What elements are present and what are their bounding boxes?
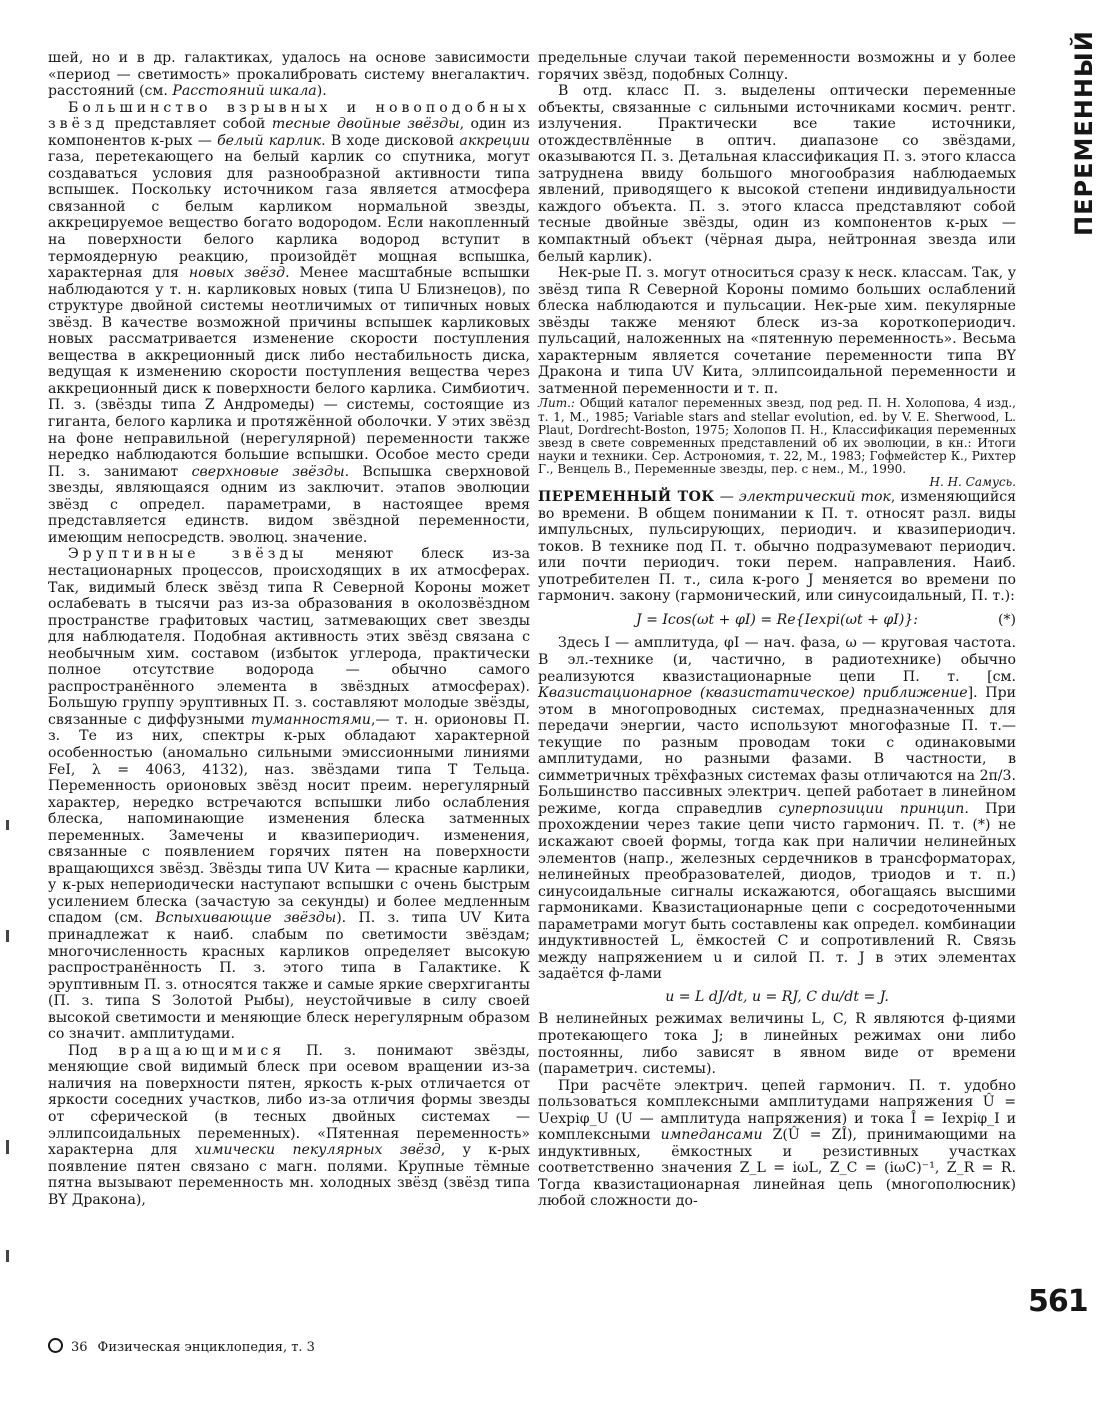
right-column xyxy=(538,50,1016,1210)
running-header xyxy=(1036,30,1098,240)
paragraph-complex-amplitudes: При расчёте электрич. цепей гармонич. П. т. удобно пользоваться комплексными амплитудами напряжения Û = Uexpiφ_U (U — амплитуда напряжения) и тока Î = Iexpiφ_I и комплексными импедансами Z(Û = ZÎ), принимающими на индуктивных, ёмкостных и резистивных участках соответственно значения Z_L = iωL, Z_C = (iωC)⁻¹, Z_R = R. Тогда квазистационарная линейная цепь (многополюсник) любой сложности до- xyxy=(538,1077,1016,1210)
paragraph-explosive-stars: Большинство взрывных и новоподобных звёзд представляет собой тесные двойные звёзды, один из компонентов к-рых — белый карлик. В ходе дисковой аккреции газа, перетекающего на белый карлик со спутника, могут создаваться условия для разнообразной активности типа вспышек. Поскольку источником газа является атмосфера связанной с белым карликом нормальной звезды, аккрецируемое вещество богато водородом. Если накопленный на поверхности белого карлика водород вступит в термоядерную реакцию, произойдёт мощная вспышка, характерная для новых звёзд. Менее масштабные вспышки наблюдаются у т. н. карликовых новых (типа U Близнецов), по структуре двойной системы неотличимых от типичных новых звёзд. В качестве возможной причины вспышек карликовых новых рассматривается изменение скорости поступления вещества в аккреционный диск либо нестабильность диска, ведущая к изменению скорости поступления вещества через аккреционный диск к поверхности белого карлика. Симбиотич. П. з. (звёзды типа Z Андромеды) — системы, состоящие из гиганта, белого карлика и протяжённой оболочки. У этих звёзд на фоне неправильной (нерегулярной) переменности также нередко наблюдаются большие вспышки. Особое место среди П. з. занимают сверхновые звёзды. Вспышка сверхновой звезды, являющаяся одним из заключит. этапов эволюции звёзд с определ. параметрами, в настоящее время представляется единств. видом звёздной переменности, имеющим непосредств. эволюц. значение. xyxy=(48,99,531,546)
paragraph-nonlinear: В нелинейных режимах величины L, C, R являются ф-циями протекающего тока J; в линейных режимах они либо постоянны, либо зависят в явном виде от времени (параметрич. системы). xyxy=(538,1011,1016,1078)
literature-label: Лит.: xyxy=(538,396,575,411)
entry-alternating-current: ПЕРЕМЕННЫЙ ТОК — электрический ток, изменяющийся во времени. В общем понимании к П. т. относят разл. виды импульсных, пульсирующих, периодич. и квазипериодич. токов. В технике под П. т. обычно подразумевают периодич. или почти периодич. токи перем. направления. Наиб. употребителен П. т., сила к-рого J меняется во времени по гармонич. закону (гармонический, или синусоидальный, П. т.): xyxy=(538,489,1016,605)
formula-circuit-elements: u = L dJ/dt, u = RJ, C du/dt = J. xyxy=(665,988,889,1005)
literature-list: Лит.: Общий каталог переменных звезд, под ред. П. Н. Холопова, 4 изд., т. 1, М., 1985; Variable stars and stellar evolution, ed. by V. E. Sherwood, L. Plaut, Dordrecht-Boston, 1975; Холопов П. Н., Классификация переменных звезд в свете современных представлений об их эволюции, в кн.: Итоги науки и техники. Сер. Астрономия, т. 22, М., 1983; Гофмейстер К., Рихтер Г., Венцель В., Переменные звезды, пер. с нем., М., 1990. xyxy=(538,396,1016,476)
paragraph-eruptive-stars: Эруптивные звёзды меняют блеск из-за нестационарных процессов, происходящих в их атмосферах. Так, видимый блеск звёзд типа R Северной Короны может ослабевать в тысячи раз из-за образования в околозвёздном пространстве графитовых частиц, затмевающих свет звезды для наблюдателя. Подобная активность этих звёзд связана с необычным хим. составом (избыток углерода, практически полное отсутствие водорода — обычно самого распространённого элемента в звёздных атмосферах). Большую группу эруптивных П. з. составляют молодые звёзды, связанные с диффузными туманностями,— т. н. орионовы П. з. Те из них, спектры к-рых обладают характерной особенностью (аномально сильными эмиссионными линиями FeI, λ = 4063, 4132), наз. звёздами типа T Тельца. Переменность орионовых звёзд носит преим. нерегулярный характер, нередко встречаются вспышки либо ослабления блеска, напоминающие изменения блеска затменных переменных. Замечены и квазипериодич. изменения, связанные с появлением горячих пятен на поверхности вращающихся звёзд. Звёзды типа UV Кита — красные карлики, у к-рых непериодически наступают вспышки с очень быстрым усилением блеска (зачастую за секунды) и более медленным спадом (см. Вспыхивающие звёзды). П. з. типа UV Кита принадлежат к наиб. слабым по светимости звёздам; многочисленность красных карликов определяет высокую распространённость П. з. этого типа в Галактике. К эруптивным П. з. относятся также и самые яркие сверхгиганты (П. з. типа S Золотой Рыбы), неустойчивые в силу своей высокой светимости и меняющие блеск нерегулярным образом со значит. амплитудами. xyxy=(48,546,531,1043)
paragraph-xray-sources: В отд. класс П. з. выделены оптически переменные объекты, связанные с сильными источниками космич. рентг. излучения. Практически все такие источники, отождествлённые в оптич. диапазоне со звёздами, оказываются П. з. Детальная классификация П. з. этого класса затруднена ввиду большого многообразия наблюдаемых явлений, приводящего к высокой степени индивидуальности каждого объекта. П. з. этого класса представляют собой тесные двойные звёзды, один из компонентов к-рых — компактный объект (чёрная дыра, нейтронная звезда или белый карлик). xyxy=(538,83,1016,265)
entry-title: ПЕРЕМЕННЫЙ ТОК xyxy=(538,489,715,506)
margin-mark xyxy=(6,930,9,942)
formula-harmonic xyxy=(538,612,1016,629)
circle-icon xyxy=(48,1338,63,1353)
footer-number: 36 xyxy=(71,1340,88,1355)
paragraph-multiclass: Нек-рые П. з. могут относиться сразу к неск. классам. Так, у звёзд типа R Северной Короны помимо больших ослаблений блеска наблюдаются и пульсации. Нек-рые хим. пекулярные звёзды также меняют блеск из-за короткопериодич. пульсаций, наложенных на «пятенную переменность». Весьма характерным является сочетание переменности типа BY Дракона и типа UV Кита, эллипсоидальной переменности и затменной переменности и т. п. xyxy=(538,265,1016,397)
formula-harmonic-text: J = Icos(ωt + φI) = Re{Iexpi(ωt + φI)}: xyxy=(635,611,919,628)
running-header-text: ПЕРЕМЕННЫЙ xyxy=(1070,30,1098,236)
author-signature: Н. Н. Самусь. xyxy=(929,475,1016,490)
paragraph-amplitude: Здесь I — амплитуда, φI — нач. фаза, ω — круговая частота. В эл.-технике (и, частично, в радиотехнике) обычно реализуются квазистационарные цепи П. т. [см. Квазистационарное (квазистатическое) приближение]. При этом в многопроводных системах, предназначенных для передачи энергии, часто используют многофазные П. т.— текущие по разным проводам токи с одинаковыми амплитудами, но разными фазами. В частности, в симметричных трёхфазных системах фазы отличаются на 2π/3. Большинство пассивных электрич. цепей работает в линейном режиме, когда справедлив суперпозиции принцип. При прохождении через такие цепи чисто гармонич. П. т. (*) не искажают своей формы, тогда как при наличии нелинейных элементов (напр., железных сердечников в трансформаторах, нелинейных преобразователей, диодов, триодов и т. п.) синусоидальные сигналы искажаются, обогащаясь высшими гармониками. Квазистационарные цепи с сосредоточенными параметрами могут быть составлены как определ. комбинации индуктивностей L, ёмкостей C и сопротивлений R. Связь между напряжением u и силой П. т. J в этих элементах задаётся ф-лами xyxy=(538,635,1016,983)
paragraph-continuation: предельные случаи такой переменности возможны и у более горячих звёзд, подобных Солнцу. xyxy=(538,50,1016,83)
cross-reference: Расстояний шкала xyxy=(172,83,317,100)
left-column xyxy=(48,50,530,1208)
page-footer xyxy=(48,1338,315,1355)
margin-mark xyxy=(6,820,9,830)
formula-number: (*) xyxy=(997,611,1016,628)
page-number: 561 xyxy=(1028,1284,1088,1319)
margin-mark xyxy=(6,1250,9,1262)
paragraph-rotating-stars: Под вращающимися П. з. понимают звёзды, меняющие свой видимый блеск при осевом вращении из-за наличия на поверхности пятен, яркость к-рых отличается от яркости соседних участков, либо из-за отличия формы звезды от сферической (в тесных двойных системах — эллипсоидальных переменных). «Пятенная переменность» характерна для химически пекулярных звёзд, у к-рых появление пятен связано с магн. полями. Крупные тёмные пятна вызывают переменность мн. холодных звёзд (звёзд типа BY Дракона), xyxy=(48,1042,531,1208)
spaced-term: Эруптивные звёзды xyxy=(68,546,308,563)
spaced-term: вращающимися xyxy=(118,1042,286,1059)
spaced-term: Большинство взрывных и новоподобных звёзд xyxy=(48,99,530,133)
paragraph-continuation: шей, но и в др. галактиках, удалось на основе зависимости «период — светимость» прокалибровать систему внегалактич. расстояний (см. Расстояний шкала). xyxy=(48,50,530,100)
margin-mark xyxy=(6,1140,9,1154)
footer-text: Физическая энциклопедия, т. 3 xyxy=(97,1340,315,1355)
